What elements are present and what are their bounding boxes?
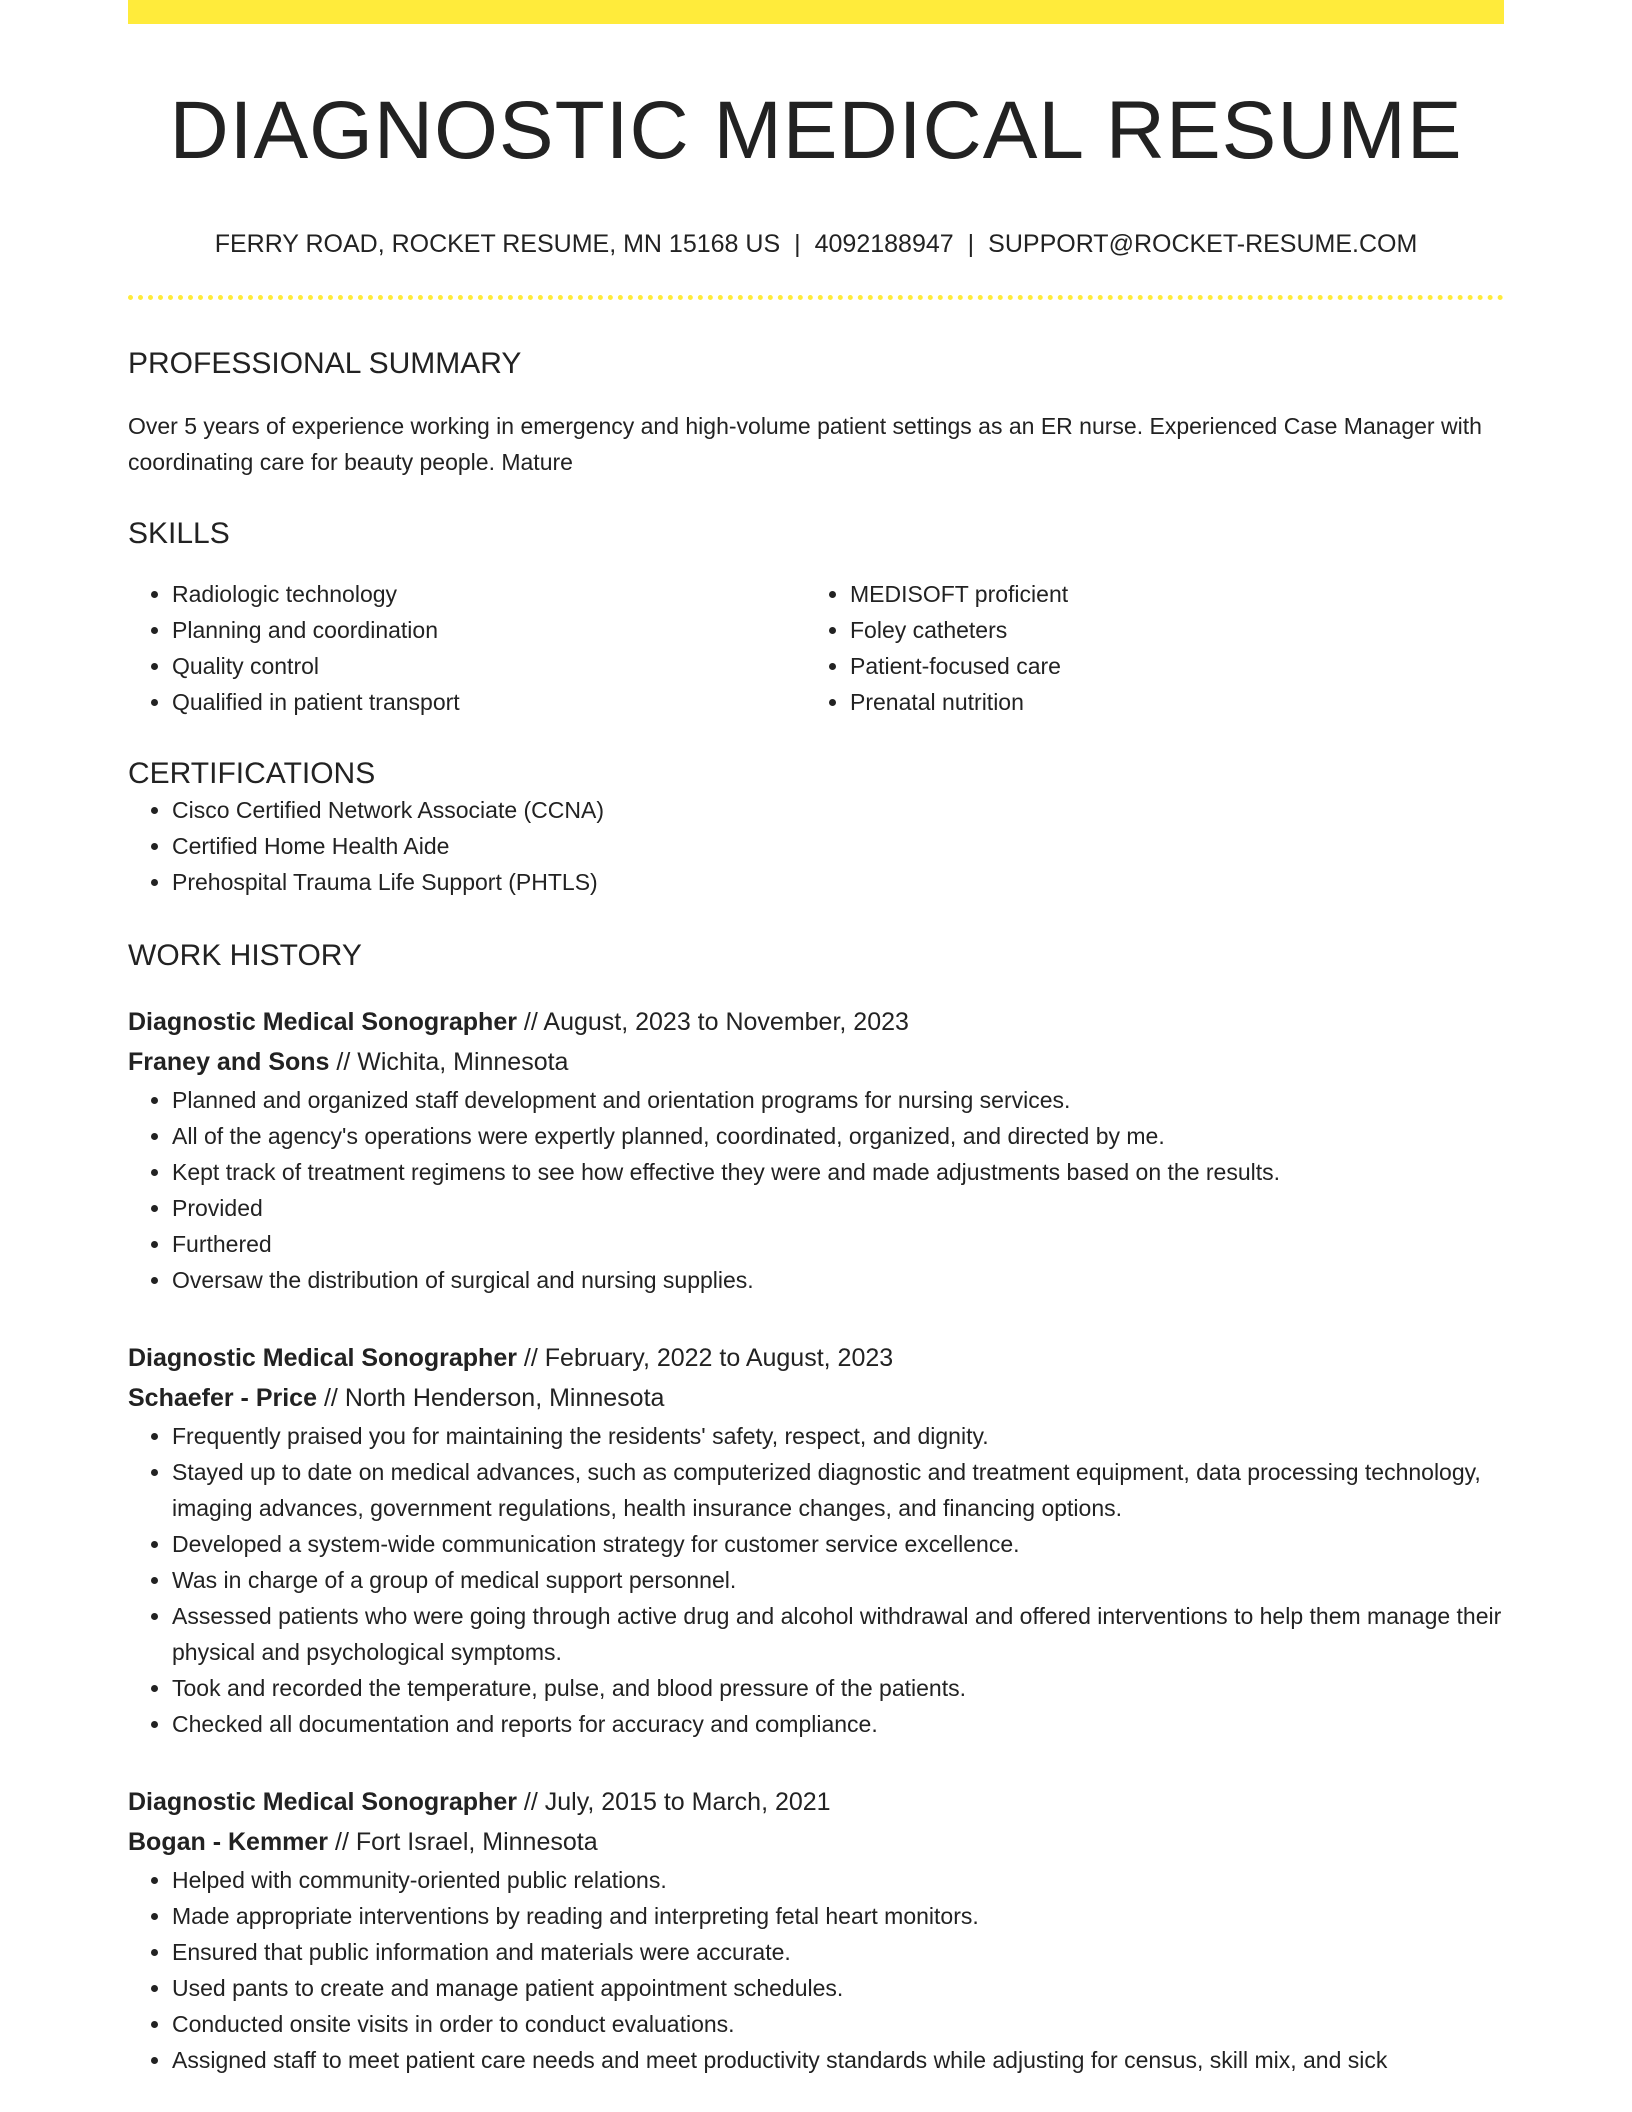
job-title-line — [128, 1002, 1504, 1042]
job-bullet: • Developed a system-wide communication strategy for customer service excellence. — [172, 1526, 1504, 1562]
job-company: Schaefer - Price — [128, 1383, 317, 1412]
contact-email: SUPPORT@ROCKET-RESUME.COM — [988, 230, 1418, 259]
job-separator: // — [523, 1787, 538, 1816]
job-bullet: • Used pants to create and manage patient appointment schedules. — [172, 1970, 1504, 2006]
job-dates: July, 2015 to March, 2021 — [544, 1787, 831, 1816]
summary-heading: PROFESSIONAL SUMMARY — [128, 346, 522, 380]
job-title: Diagnostic Medical Sonographer — [128, 1343, 517, 1372]
job-bullet: • All of the agency's operations were expertly planned, coordinated, organized, and directed by me. — [172, 1118, 1504, 1154]
job-separator: // — [523, 1343, 538, 1372]
work-history-heading: WORK HISTORY — [128, 938, 362, 972]
certification-item: • Certified Home Health Aide — [172, 828, 1504, 864]
job-company-line — [128, 1378, 1504, 1418]
job-bullet: • Assessed patients who were going through active drug and alcohol withdrawal and offered interventions to help them manage their physical and psychological symptoms. — [172, 1598, 1504, 1670]
job-bullet: • Helped with community-oriented public relations. — [172, 1862, 1504, 1898]
job-separator: // — [323, 1383, 338, 1412]
job-title: Diagnostic Medical Sonographer — [128, 1787, 517, 1816]
contact-phone: 4092188947 — [814, 230, 954, 259]
job-bullet: • Was in charge of a group of medical support personnel. — [172, 1562, 1504, 1598]
skills-column-left — [128, 576, 806, 720]
certifications-heading: CERTIFICATIONS — [128, 756, 376, 790]
skill-item: • Planning and coordination — [172, 612, 806, 648]
certification-item: • Cisco Certified Network Associate (CCNA) — [172, 792, 1504, 828]
job-bullet-list — [128, 1082, 1504, 1298]
skill-item: • Radiologic technology — [172, 576, 806, 612]
skills-grid — [128, 576, 1504, 720]
skill-item: • Foley catheters — [850, 612, 1484, 648]
job-bullet: • Checked all documentation and reports for accuracy and compliance. — [172, 1706, 1504, 1742]
skill-item: • MEDISOFT proficient — [850, 576, 1484, 612]
contact-line — [128, 228, 1504, 261]
job-bullet: • Planned and organized staff development and orientation programs for nursing services. — [172, 1082, 1504, 1118]
job-dates: August, 2023 to November, 2023 — [543, 1007, 909, 1036]
job-bullet-list — [128, 1418, 1504, 1742]
job-bullet: • Ensured that public information and materials were accurate. — [172, 1934, 1504, 1970]
job-company-line — [128, 1822, 1504, 1862]
certification-item: • Prehospital Trauma Life Support (PHTLS) — [172, 864, 1504, 900]
job-entry — [128, 1782, 1504, 2078]
job-bullet-list — [128, 1862, 1504, 2078]
contact-address: FERRY ROAD, ROCKET RESUME, MN 15168 US — [214, 230, 781, 259]
resume-title: DIAGNOSTIC MEDICAL RESUME — [169, 85, 1463, 176]
skill-item: • Prenatal nutrition — [850, 684, 1484, 720]
dotted-divider — [128, 295, 1504, 300]
skills-heading: SKILLS — [128, 516, 230, 550]
job-company-line — [128, 1042, 1504, 1082]
job-title: Diagnostic Medical Sonographer — [128, 1007, 517, 1036]
skills-list-right — [806, 576, 1484, 720]
job-entry — [128, 1002, 1504, 1298]
job-bullet: • Oversaw the distribution of surgical and nursing supplies. — [172, 1262, 1504, 1298]
job-title-line — [128, 1782, 1504, 1822]
job-location: Wichita, Minnesota — [357, 1047, 569, 1076]
job-bullet: • Kept track of treatment regimens to see how effective they were and made adjustments based on the results. — [172, 1154, 1504, 1190]
job-dates: February, 2022 to August, 2023 — [544, 1343, 894, 1372]
summary-text: Over 5 years of experience working in emergency and high-volume patient settings as an ER nurse. Experienced Case Manager with coordinating care for beauty people. Mature — [128, 412, 1482, 475]
certifications-list — [128, 792, 1504, 900]
skill-item: • Qualified in patient transport — [172, 684, 806, 720]
skills-list-left — [128, 576, 806, 720]
skills-column-right — [806, 576, 1484, 720]
job-title-line — [128, 1338, 1504, 1378]
job-location: North Henderson, Minnesota — [344, 1383, 665, 1412]
accent-top-bar — [128, 0, 1504, 24]
job-company: Franey and Sons — [128, 1047, 330, 1076]
job-bullet: • Conducted onsite visits in order to conduct evaluations. — [172, 2006, 1504, 2042]
contact-separator: | — [794, 230, 801, 259]
job-bullet: • Made appropriate interventions by reading and interpreting fetal heart monitors. — [172, 1898, 1504, 1934]
job-separator: // — [523, 1007, 538, 1036]
job-bullet: • Frequently praised you for maintaining the residents' safety, respect, and dignity. — [172, 1418, 1504, 1454]
resume-page — [128, 0, 1504, 2078]
job-bullet: • Took and recorded the temperature, pulse, and blood pressure of the patients. — [172, 1670, 1504, 1706]
job-bullet: • Stayed up to date on medical advances, such as computerized diagnostic and treatment equipment, data processing technology, imaging advances, government regulations, health insurance changes, and financing options. — [172, 1454, 1504, 1526]
job-location: Fort Israel, Minnesota — [355, 1827, 598, 1856]
contact-separator: | — [967, 230, 975, 259]
job-separator: // — [335, 1827, 349, 1856]
job-bullet: • Assigned staff to meet patient care needs and meet productivity standards while adjusting for census, skill mix, and sick — [172, 2042, 1504, 2078]
job-bullet: • Furthered — [172, 1226, 1504, 1262]
skill-item: • Patient-focused care — [850, 648, 1484, 684]
job-entry — [128, 1338, 1504, 1742]
job-separator: // — [336, 1047, 351, 1076]
job-company: Bogan - Kemmer — [128, 1827, 329, 1856]
job-bullet: • Provided — [172, 1190, 1504, 1226]
skill-item: • Quality control — [172, 648, 806, 684]
